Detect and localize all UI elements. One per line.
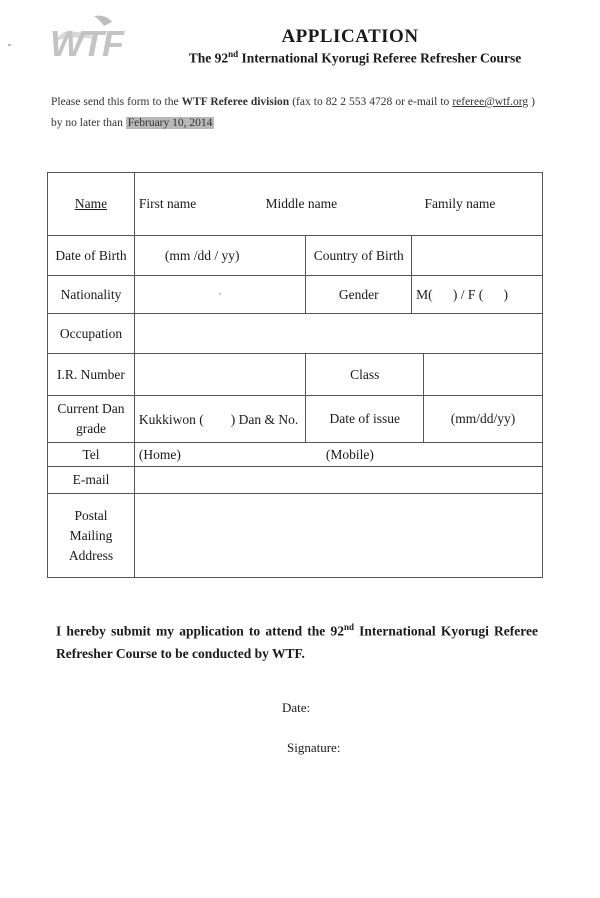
address-label: Postal Mailing Address xyxy=(48,494,135,578)
family-name-label: Family name xyxy=(424,196,496,211)
email-link[interactable]: referee@wtf.org xyxy=(452,96,529,108)
dan-grade-label: Current Dan grade xyxy=(48,396,135,443)
name-label-cell: Name xyxy=(48,173,135,236)
country-of-birth-label: Country of Birth xyxy=(306,236,412,276)
dob-field[interactable]: (mm /dd / yy) xyxy=(134,236,305,276)
signature-label: Signature: xyxy=(287,740,341,755)
class-field[interactable] xyxy=(424,354,543,396)
email-field[interactable] xyxy=(134,467,542,494)
email-label: E-mail xyxy=(48,467,135,494)
scan-artifact xyxy=(8,44,11,46)
deadline-highlight: February 10, 2014 xyxy=(127,117,213,129)
occupation-label: Occupation xyxy=(48,314,135,354)
declaration-text: I hereby submit my application to attend the 92nd International Kyorugi Referee Refresher Course to be conducted by WTF. xyxy=(56,622,538,661)
dob-label: Date of Birth xyxy=(48,236,135,276)
date-of-issue-field[interactable]: (mm/dd/yy) xyxy=(424,396,543,443)
wtf-logo xyxy=(44,12,172,60)
date-of-issue-label: Date of issue xyxy=(306,396,424,443)
nationality-field[interactable]: · xyxy=(134,276,305,314)
application-form-table xyxy=(47,172,543,578)
course-subtitle: The 92nd International Kyorugi Referee Refresher Course xyxy=(188,49,522,66)
tel-mobile-field[interactable]: (Mobile) xyxy=(306,443,543,467)
first-name-label: First name xyxy=(138,196,197,211)
kukkiwon-field[interactable]: Kukkiwon ( ) Dan & No. xyxy=(134,396,305,443)
page-title: APPLICATION xyxy=(281,26,419,47)
ir-number-field[interactable] xyxy=(134,354,305,396)
gender-label: Gender xyxy=(306,276,412,314)
country-of-birth-field[interactable] xyxy=(412,236,543,276)
tel-label: Tel xyxy=(48,443,135,467)
occupation-field[interactable] xyxy=(134,314,542,354)
class-label: Class xyxy=(306,354,424,396)
nationality-label: Nationality xyxy=(48,276,135,314)
ir-number-label: I.R. Number xyxy=(48,354,135,396)
middle-name-label: Middle name xyxy=(265,196,338,211)
date-label: Date: xyxy=(282,700,311,715)
instruction-text: Please send this form to the WTF Referee division (fax to 82 2 553 4728 or e-mail to referee@wtf.org ) by no later than February 10, 2014 xyxy=(51,96,535,129)
name-field[interactable] xyxy=(134,173,542,236)
tel-home-field[interactable]: (Home) xyxy=(134,443,305,467)
gender-field[interactable]: M( ) / F ( ) xyxy=(412,276,543,314)
address-field[interactable] xyxy=(134,494,542,578)
logo-text: WTF xyxy=(50,23,122,60)
